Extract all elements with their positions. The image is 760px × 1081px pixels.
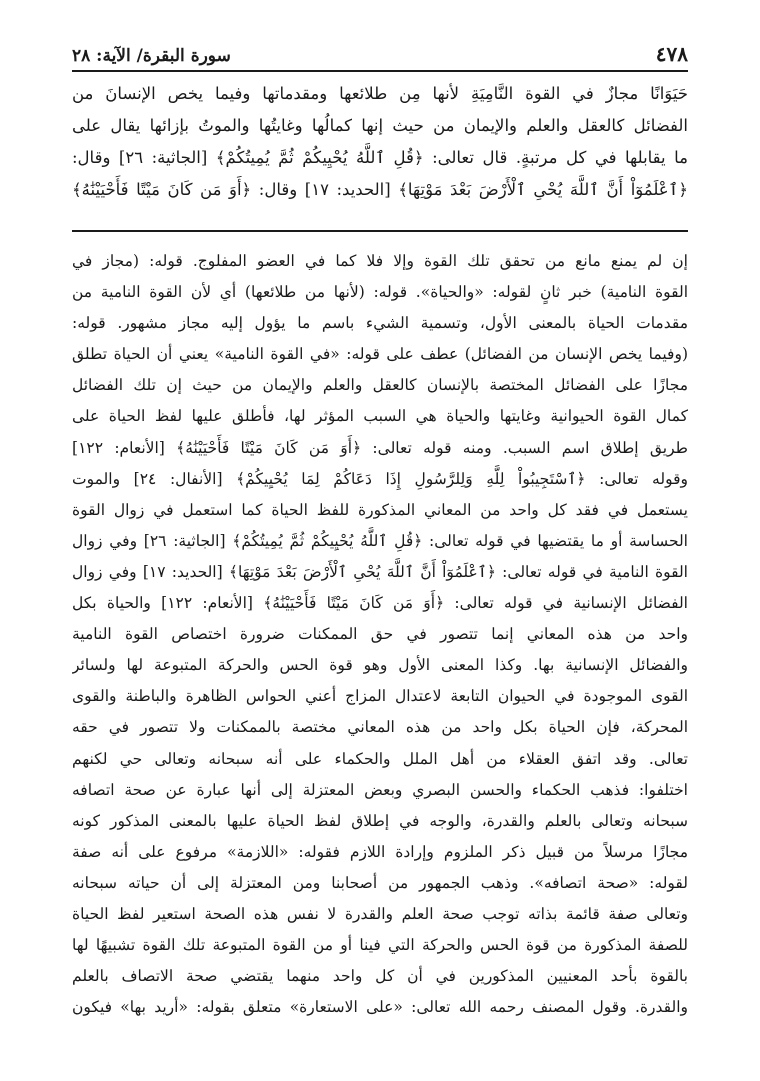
page-number: ٤٧٨ [655, 42, 688, 66]
commentary-line: يستعمل في فقد كل واحد من المعاني المذكورة للفظ الحياة كما استعمل في زوال القوة [72, 500, 688, 519]
commentary-line: تعالى. وقد اتفق العقلاء من أهل الملل والحكماء على أنه سبحانه وتعالى حي لكنهم [72, 749, 688, 768]
commentary-line: وقوله تعالى: ﴿ٱسْتَجِيبُواْ لِلَّهِ وَلِلرَّسُولِ إِذَا دَعَاكُمْ لِمَا يُحْيِيكُمْ﴾ [الأنفال: ٢٤] والموت [72, 469, 688, 488]
commentary-line: الحساسة أو ما يقتضيها في قوله تعالى: ﴿قُلِ ٱللَّهُ يُحْيِيكُمْ ثُمَّ يُمِيتُكُمْ﴾ [الجاثية: ٢٦] وفي زوال [72, 531, 688, 550]
main-text-line: حَيَوَانًا مجازٌ في القوة النَّامِيَةِ لأنها مِن طلائعها ومقدماتها وفيما يخص الإنسانَ من [72, 84, 688, 103]
commentary-line: المحركة، فإن الحياة بكل واحد من هذه المعاني مختصة بالممكنات ولا تتصور في حقه [72, 718, 688, 737]
commentary-line: طريق إطلاق اسم السبب. ومنه قوله تعالى: ﴿أَوَ مَن كَانَ مَيْتًا فَأَحْيَيْنَٰهُ﴾ [الأنعام: ١٢٢] [72, 438, 688, 457]
commentary-line: لقوله: «صحة اتصافه». وذهب الجمهور من أصحابنا ومن المعتزلة إلى أن حياته سبحانه [72, 873, 688, 892]
section-divider [72, 230, 688, 232]
commentary-line: مجازًا مرسلاً من قبيل ذكر الملزوم وإرادة اللازم فقوله: «اللازمة» مرفوع على أنه صفة [72, 842, 688, 861]
commentary-line: واحد من هذه المعاني إنما تتصور في حق الممكنات ضرورة اختصاص القوة النامية [72, 625, 688, 644]
commentary-line: مقدمات الحياة بالمعنى الأول، وتسمية الشيء باسم ما يؤول إليه مجاز مشهور. قوله: [72, 314, 688, 333]
commentary-line: للصفة المذكورة من قوة الحس والحركة التي فينا أو من القوة المتبوعة تلك القوة تشبيهًا لها [72, 936, 688, 955]
commentary-line: القوة النامية) خبر ثانٍ لقوله: «والحياة». قوله: (لأنها من طلائعها) أي لأن القوة النامية من [72, 283, 688, 302]
commentary-line: القوة النامية في قوله تعالى: ﴿ٱعْلَمُوٓاْ أَنَّ ٱللَّهَ يُحْىِ ٱلْأَرْضَ بَعْدَ مَوْتِهَا﴾ [الحديد: ١٧] وفي زوال [72, 562, 688, 581]
main-text-line: ما يقابلها في كل مرتبةٍ. قال تعالى: ﴿قُلِ ٱللَّهُ يُحْيِيكُمْ ثُمَّ يُمِيتُكُمْ﴾ [الجاثية: ٢٦] وقال: [72, 148, 688, 167]
commentary-line: كمال القوة الحيوانية وغايتها والحياة هي السبب المؤثر لها، فأطلق عليها لفظ الحياة على [72, 407, 688, 426]
commentary-line: والقدرة. وقول المصنف رحمه الله تعالى: «على الاستعارة» متعلق بقوله: «أريد بها» فيكون [72, 998, 688, 1017]
commentary-line: وتعالى صفة قائمة بذاته توجب صحة العلم والقدرة لا نفس هذه الصحة استعير لفظ الحياة [72, 904, 688, 923]
commentary-line: بالقوة بأحد المعنيين المذكورين في أن كل واحد منهما يقتضي صحة الاتصاف بالعلم [72, 967, 688, 986]
commentary-line: سبحانه وتعالى بالعلم والقدرة، والوجه في إطلاق لفظ الحياة عليها بالمعنى المذكور كونه [72, 811, 688, 830]
commentary-line: مجازًا على الفضائل المختصة بالإنسان كالعقل والعلم والإيمان من حيث إن تلك الفضائل [72, 376, 688, 395]
commentary-line: القوى الموجودة في الحيوان التابعة لاعتدال المزاج أعني الحواس الظاهرة والباطنة والقوى [72, 687, 688, 706]
main-text-line: ﴿ٱعْلَمُوٓاْ أَنَّ ٱللَّهَ يُحْىِ ٱلْأَرْضَ بَعْدَ مَوْتِهَا﴾ [الحديد: ١٧] وقال: ﴿أَوَ مَن كَانَ مَيْتًا فَأَحْيَيْنَٰهُ﴾ [72, 180, 688, 199]
commentary-block [72, 246, 688, 1023]
commentary-line: اختلفوا: فذهب الحكماء والحسن البصري وبعض المعتزلة إلى أنها عبارة عن صحة اتصافه [72, 780, 688, 799]
commentary-line: والفضائل الإنسانية بها. وكذا المعنى الأول وهو قوة الحس والحركة المتبوعة لها ولسائر [72, 656, 688, 675]
main-text-line: الفضائل كالعقل والعلم والإيمان من حيث إنها كمالُها وغايتُها والموتُ بإزائها يقال على [72, 116, 688, 135]
commentary-line: الفضائل الإنسانية في قوله تعالى: ﴿أَوَ مَن كَانَ مَيْتًا فَأَحْيَيْنَٰهُ﴾ [الأنعام: ١٢٢] والحياة بكل [72, 594, 688, 613]
running-title: سورة البقرة/ الآية: ٢٨ [72, 46, 231, 66]
commentary-line: (وفيما يخص الإنسان من الفضائل) عطف على قوله: «في القوة النامية» يعني أن الحياة تطلق [72, 345, 688, 364]
page-header [72, 36, 688, 72]
commentary-line: إن لم يمنع مانع من تحقق تلك القوة وإلا فلا كما في العضو المفلوج. قوله: (مجاز في [72, 252, 688, 270]
main-text-block [72, 78, 688, 206]
